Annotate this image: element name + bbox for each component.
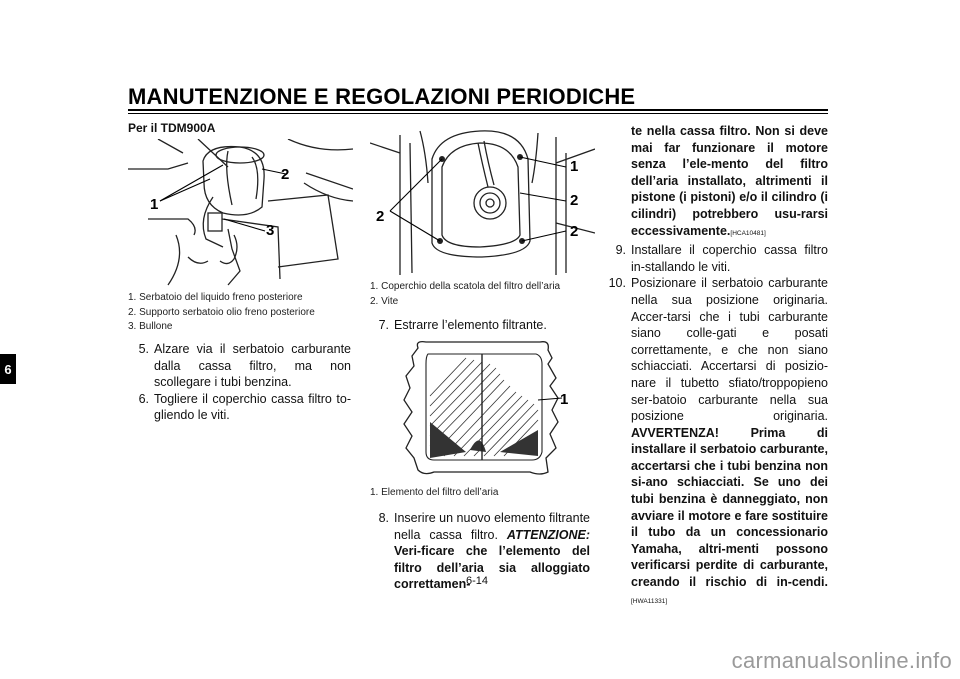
callout-item: 1. Serbatoio del liquido freno posteriore [128,292,303,303]
caution-continuation-group [631,123,828,242]
continuation-block [604,123,828,610]
header-rule [128,109,828,111]
figure-label: 1 [570,158,579,175]
callout-list [370,486,498,501]
step-number: 5. [138,342,149,356]
step-number: 6. [138,391,149,406]
step-text-group [631,275,828,610]
chapter-tab: 6 [0,354,16,384]
figure-label: 1 [560,391,569,408]
figure-label: 2 [570,192,579,209]
step-list [367,317,590,334]
figure-label: 2 [570,223,579,240]
caution-code: [HCA10481] [730,229,766,237]
page-number: 6-14 [466,575,489,587]
figure-rear-brake-reservoir [128,139,353,286]
warning-label: AVVERTENZA! [631,425,719,440]
step-number: 10. [608,276,626,291]
warning-code: [HWA11331] [631,597,668,605]
step-text: Inserire un nuovo elemento filtrante nella cassa filtro. [394,511,590,542]
step-number: 7. [378,318,389,332]
caution-continuation: te nella cassa filtro. Non si deve mai far funzionare il motore senza l’ele-mento del filtro dell’aria installato, altrimenti il pistone (i pistoni) e/o il cilindro (i cilindri) potrebbero usu-rarsi eccessivamente. [631,124,828,238]
step-text: Installare il coperchio cassa filtro in-stallando le viti. [631,243,828,274]
watermark: carmanualsonline.info [731,648,952,673]
step-list [127,341,351,424]
header-rule-thin [128,113,828,114]
step-item [127,341,351,391]
figure-label: 3 [266,222,275,239]
caution-text: Veri-ficare che l’elemento del filtro dell’aria sia alloggiato correttamen- [394,544,590,592]
figure-air-filter-element [370,334,595,481]
callout-item: 2. Vite [370,295,399,307]
step-item [604,123,828,242]
step-text: Posizionare il serbatoio carburante nella sua posizione originaria. Accer-tarsi che i tubi carburante siano colle-gati e posati correttamente, e che non siano schiacciati. Accertarsi di posizio-nare il tubetto sfiato/troppopieno ser-batoio carburante nella sua posizione originaria. [631,276,828,424]
figure-label: 2 [281,166,290,183]
step-item [604,242,828,275]
section-heading: Per il TDM900A [128,121,216,135]
caution-label: ATTENZIONE: [506,527,590,542]
callout-list [128,291,315,335]
callout-item: 1. Elemento del filtro dell’aria [370,487,499,498]
step-item [367,317,590,334]
step-number: 9. [615,243,626,258]
step-item [127,391,351,424]
step-text-group [394,510,590,593]
step-text: Estrarre l’elemento filtrante. [394,318,547,332]
figure-airbox-cover [370,123,595,275]
figure-label: 2 [376,208,385,225]
callout-item: 2. Supporto serbatoio olio freno posteriore [128,306,315,318]
step-text: Alzare via il serbatoio carburante dalla cassa filtro, ma non scollegare i tubi benzina. [154,342,351,390]
step-text: Togliere il coperchio cassa filtro to-gliendo le viti. [154,391,351,423]
step-item [604,275,828,610]
warning-text: Prima di installare il serbatoio carburante, accertarsi che i tubi benzina non si-ano schiacciati. Se uno dei tubi benzina è danneggiato, non avviare il motore e fare sostituire il tubo da un concessionario Yamaha, altri-menti possono verificarsi perdite di carburante, creando il rischio di in-cendi. [631,425,828,590]
callout-list [370,280,560,309]
callout-item: 3. Bullone [128,321,173,332]
step-number: 8. [378,511,389,525]
callout-item: 1. Coperchio della scatola del filtro dell’aria [370,281,561,292]
page-title: MANUTENZIONE E REGOLAZIONI PERIODICHE [128,84,636,109]
figure-label: 1 [150,196,159,213]
